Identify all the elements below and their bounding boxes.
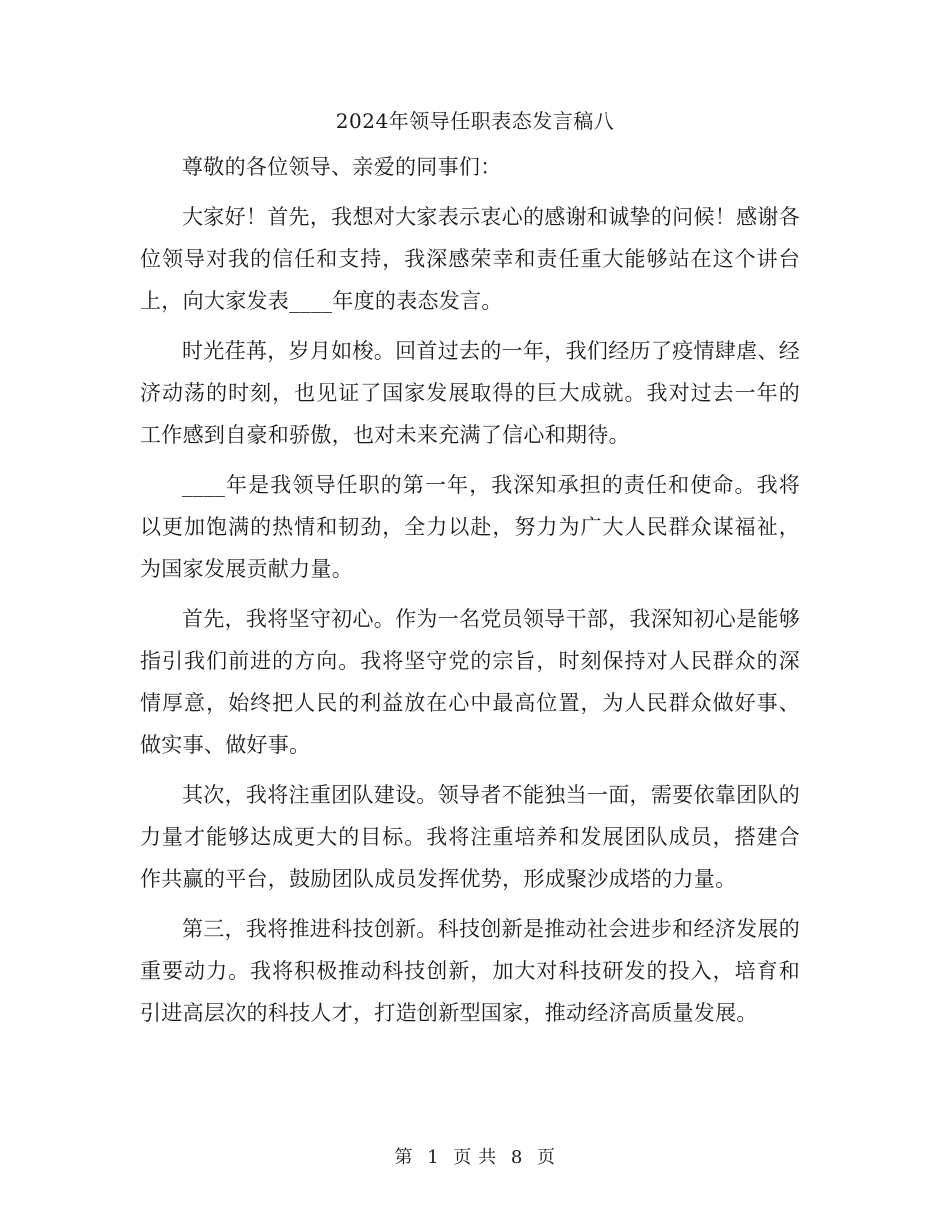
original-aspiration-paragraph: 首先，我将坚守初心。作为一名党员领导干部，我深知初心是能够指引我们前进的方向。我将坚守党的宗旨，时刻保持对人民群众的深情厚意，始终把人民的利益放在心中最高位置，为人民群众做好事、做实事、做好事。 (140, 607, 800, 757)
innovation-paragraph: 第三，我将推进科技创新。科技创新是推动社会进步和经济发展的重要动力。我将积极推动科技创新，加大对科技研发的投入，培育和引进高层次的科技人才，打造创新型国家，推动经济高质量发展。 (140, 917, 800, 1025)
team-building-paragraph: 其次，我将注重团队建设。领导者不能独当一面，需要依靠团队的力量才能够达成更大的目标。我将注重培养和发展团队成员，搭建合作共赢的平台，鼓励团队成员发挥优势，形成聚沙成塔的力量。 (140, 783, 800, 891)
document-body (140, 146, 800, 1042)
commitment-paragraph: ____年是我领导任职的第一年，我深知承担的责任和使命。我将以更加饱满的热情和韧劲，全力以赴，努力为广大人民群众谋福祉，为国家发展贡献力量。 (140, 473, 800, 581)
greeting-paragraph: 大家好！首先，我想对大家表示衷心的感谢和诚挚的问候！感谢各位领导对我的信任和支持，我深感荣幸和责任重大能够站在这个讲台上，向大家发表____年度的表态发言。 (140, 205, 800, 313)
total-page-count: 8 (510, 1147, 523, 1168)
salutation-paragraph: 尊敬的各位领导、亲爱的同事们： (182, 155, 502, 179)
document-title: 2024年领导任职表态发言稿八 (335, 109, 615, 133)
page-footer (0, 1144, 950, 1172)
current-page-number: 1 (427, 1147, 440, 1168)
footer-middle: 页 共 (453, 1147, 497, 1168)
footer-suffix: 页 (537, 1147, 556, 1168)
footer-prefix: 第 (394, 1147, 413, 1168)
review-paragraph: 时光荏苒，岁月如梭。回首过去的一年，我们经历了疫情肆虐、经济动荡的时刻，也见证了国家发展取得的巨大成就。我对过去一年的工作感到自豪和骄傲，也对未来充满了信心和期待。 (140, 339, 800, 447)
